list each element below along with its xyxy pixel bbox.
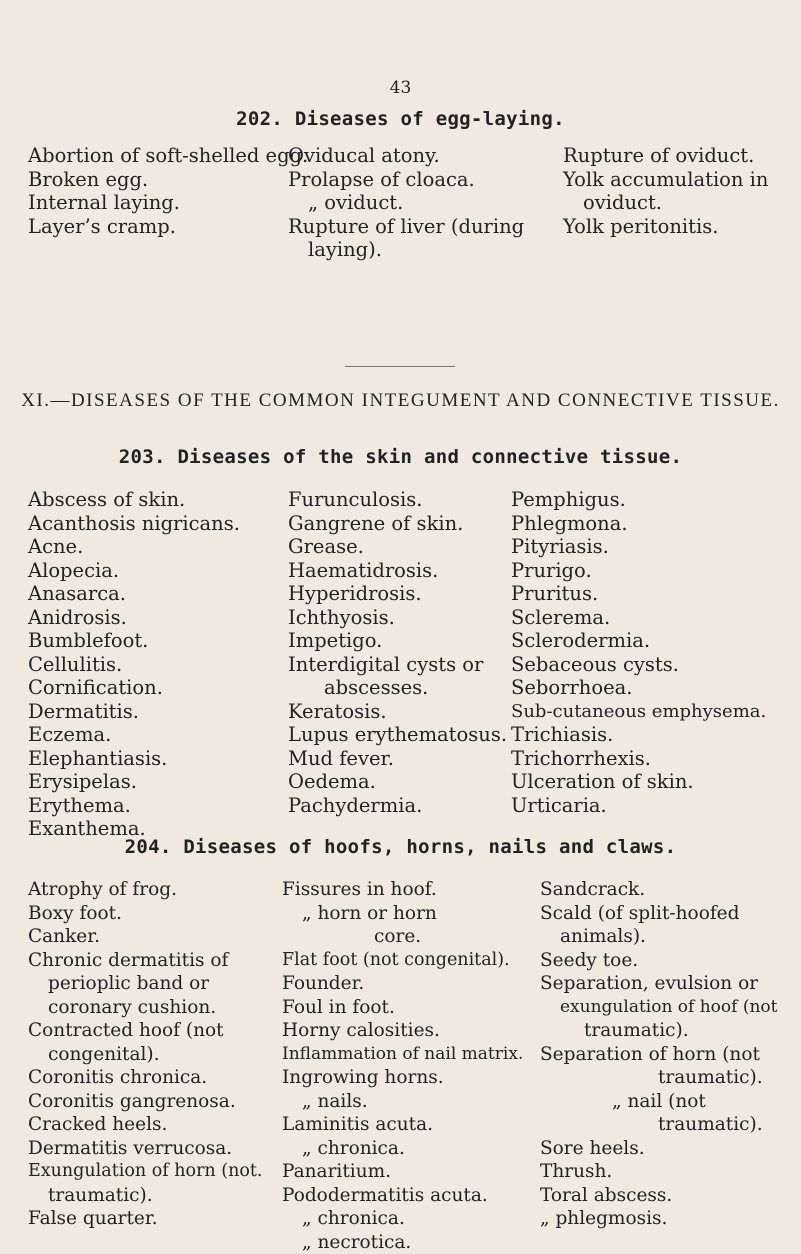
list-item: „ oviduct. (288, 191, 524, 215)
list-item: „ phlegmosis. (540, 1207, 778, 1231)
list-item: Sclerodermia. (511, 629, 766, 653)
list-204-col1 (28, 878, 263, 1231)
list-item: Coronitis chronica. (28, 1066, 263, 1090)
list-item: Ingrowing horns. (282, 1066, 523, 1090)
list-item: congenital). (28, 1043, 263, 1067)
list-item: Yolk peritonitis. (563, 215, 768, 239)
list-203-col3 (511, 488, 766, 817)
list-item: abscesses. (288, 676, 507, 700)
list-item: Pityriasis. (511, 535, 766, 559)
list-item: Toral abscess. (540, 1184, 778, 1208)
list-item: „ necrotica. (282, 1231, 523, 1254)
list-item: Gangrene of skin. (288, 512, 507, 536)
list-item: Founder. (282, 972, 523, 996)
list-203-col1 (28, 488, 240, 841)
list-item: Boxy foot. (28, 902, 263, 926)
list-item: Sandcrack. (540, 878, 778, 902)
list-item: Inflammation of nail matrix. (282, 1043, 523, 1067)
list-item: Cracked heels. (28, 1113, 263, 1137)
list-item: Exanthema. (28, 817, 240, 841)
heading-204: 204. Diseases of hoofs, horns, nails and claws. (0, 836, 801, 858)
list-item: exungulation of hoof (not (540, 996, 778, 1020)
list-item: Anasarca. (28, 582, 240, 606)
list-item: Rupture of liver (during (288, 215, 524, 239)
list-item: Horny calosities. (282, 1019, 523, 1043)
list-item: Pruritus. (511, 582, 766, 606)
list-item: Anidrosis. (28, 606, 240, 630)
list-item: Furunculosis. (288, 488, 507, 512)
list-item: traumatic). (540, 1113, 778, 1137)
list-item: Rupture of oviduct. (563, 144, 768, 168)
list-item: Ulceration of skin. (511, 770, 766, 794)
list-item: Dermatitis. (28, 700, 240, 724)
list-item: Thrush. (540, 1160, 778, 1184)
list-item: Trichiasis. (511, 723, 766, 747)
list-item: Scald (of split-hoofed (540, 902, 778, 926)
list-202-col1 (28, 144, 308, 238)
list-item: Prurigo. (511, 559, 766, 583)
list-item: traumatic). (28, 1184, 263, 1208)
list-item: Elephantiasis. (28, 747, 240, 771)
list-203-col2 (288, 488, 507, 817)
list-item: Seborrhoea. (511, 676, 766, 700)
list-item: Cellulitis. (28, 653, 240, 677)
list-item: „ nails. (282, 1090, 523, 1114)
list-202-col3 (563, 144, 768, 238)
list-item: Urticaria. (511, 794, 766, 818)
list-item: Separation, evulsion or (540, 972, 778, 996)
list-item: Acanthosis nigricans. (28, 512, 240, 536)
list-item: Erysipelas. (28, 770, 240, 794)
list-item: Dermatitis verrucosa. (28, 1137, 263, 1161)
list-item: „ chronica. (282, 1207, 523, 1231)
list-item: core. (282, 925, 523, 949)
list-item: Phlegmona. (511, 512, 766, 536)
list-item: Ichthyosis. (288, 606, 507, 630)
list-item: Grease. (288, 535, 507, 559)
list-item: Contracted hoof (not (28, 1019, 263, 1043)
list-item: Acne. (28, 535, 240, 559)
list-item: Cornification. (28, 676, 240, 700)
heading-203: 203. Diseases of the skin and connective tissue. (0, 446, 801, 468)
list-item: perioplic band or (28, 972, 263, 996)
list-item: Bumblefoot. (28, 629, 240, 653)
list-item: Sub-cutaneous emphysema. (511, 700, 766, 724)
list-item: „ horn or horn (282, 902, 523, 926)
list-item: Lupus erythematosus. (288, 723, 507, 747)
list-item: Pemphigus. (511, 488, 766, 512)
list-item: Abortion of soft-shelled egg. (28, 144, 308, 168)
list-item: Pododermatitis acuta. (282, 1184, 523, 1208)
list-202-col2 (288, 144, 524, 262)
list-item: Fissures in hoof. (282, 878, 523, 902)
list-item: Internal laying. (28, 191, 308, 215)
list-204-col2 (282, 878, 523, 1254)
list-item: Sclerema. (511, 606, 766, 630)
list-204-col3 (540, 878, 778, 1231)
section-title: XI.—DISEASES OF THE COMMON INTEGUMENT AND CONNECTIVE TISSUE. (0, 390, 801, 412)
list-item: Oedema. (288, 770, 507, 794)
list-item: Seedy toe. (540, 949, 778, 973)
list-item: traumatic). (540, 1019, 778, 1043)
list-item: Layer’s cramp. (28, 215, 308, 239)
list-item: Atrophy of frog. (28, 878, 263, 902)
list-item: „ nail (not (540, 1090, 778, 1114)
list-item: Sore heels. (540, 1137, 778, 1161)
list-item: Exungulation of horn (not. (28, 1160, 263, 1184)
list-item: animals). (540, 925, 778, 949)
list-item: „ chronica. (282, 1137, 523, 1161)
list-item: Broken egg. (28, 168, 308, 192)
list-item: Erythema. (28, 794, 240, 818)
list-item: Panaritium. (282, 1160, 523, 1184)
heading-202: 202. Diseases of egg-laying. (0, 108, 801, 130)
list-item: Haematidrosis. (288, 559, 507, 583)
list-item: Trichorrhexis. (511, 747, 766, 771)
list-item: Chronic dermatitis of (28, 949, 263, 973)
list-item: Laminitis acuta. (282, 1113, 523, 1137)
list-item: Hyperidrosis. (288, 582, 507, 606)
list-item: Interdigital cysts or (288, 653, 507, 677)
list-item: Pachydermia. (288, 794, 507, 818)
list-item: Coronitis gangrenosa. (28, 1090, 263, 1114)
page-number: 43 (0, 78, 801, 98)
list-item: Eczema. (28, 723, 240, 747)
list-item: oviduct. (563, 191, 768, 215)
list-item: traumatic). (540, 1066, 778, 1090)
list-item: Mud fever. (288, 747, 507, 771)
divider (345, 366, 455, 367)
list-item: Keratosis. (288, 700, 507, 724)
list-item: laying). (288, 238, 524, 262)
list-item: Foul in foot. (282, 996, 523, 1020)
list-item: Yolk accumulation in (563, 168, 768, 192)
list-item: Sebaceous cysts. (511, 653, 766, 677)
list-item: Separation of horn (not (540, 1043, 778, 1067)
list-item: Impetigo. (288, 629, 507, 653)
list-item: Alopecia. (28, 559, 240, 583)
list-item: Abscess of skin. (28, 488, 240, 512)
list-item: Prolapse of cloaca. (288, 168, 524, 192)
list-item: Oviducal atony. (288, 144, 524, 168)
list-item: Canker. (28, 925, 263, 949)
list-item: Flat foot (not congenital). (282, 949, 523, 973)
list-item: False quarter. (28, 1207, 263, 1231)
list-item: coronary cushion. (28, 996, 263, 1020)
